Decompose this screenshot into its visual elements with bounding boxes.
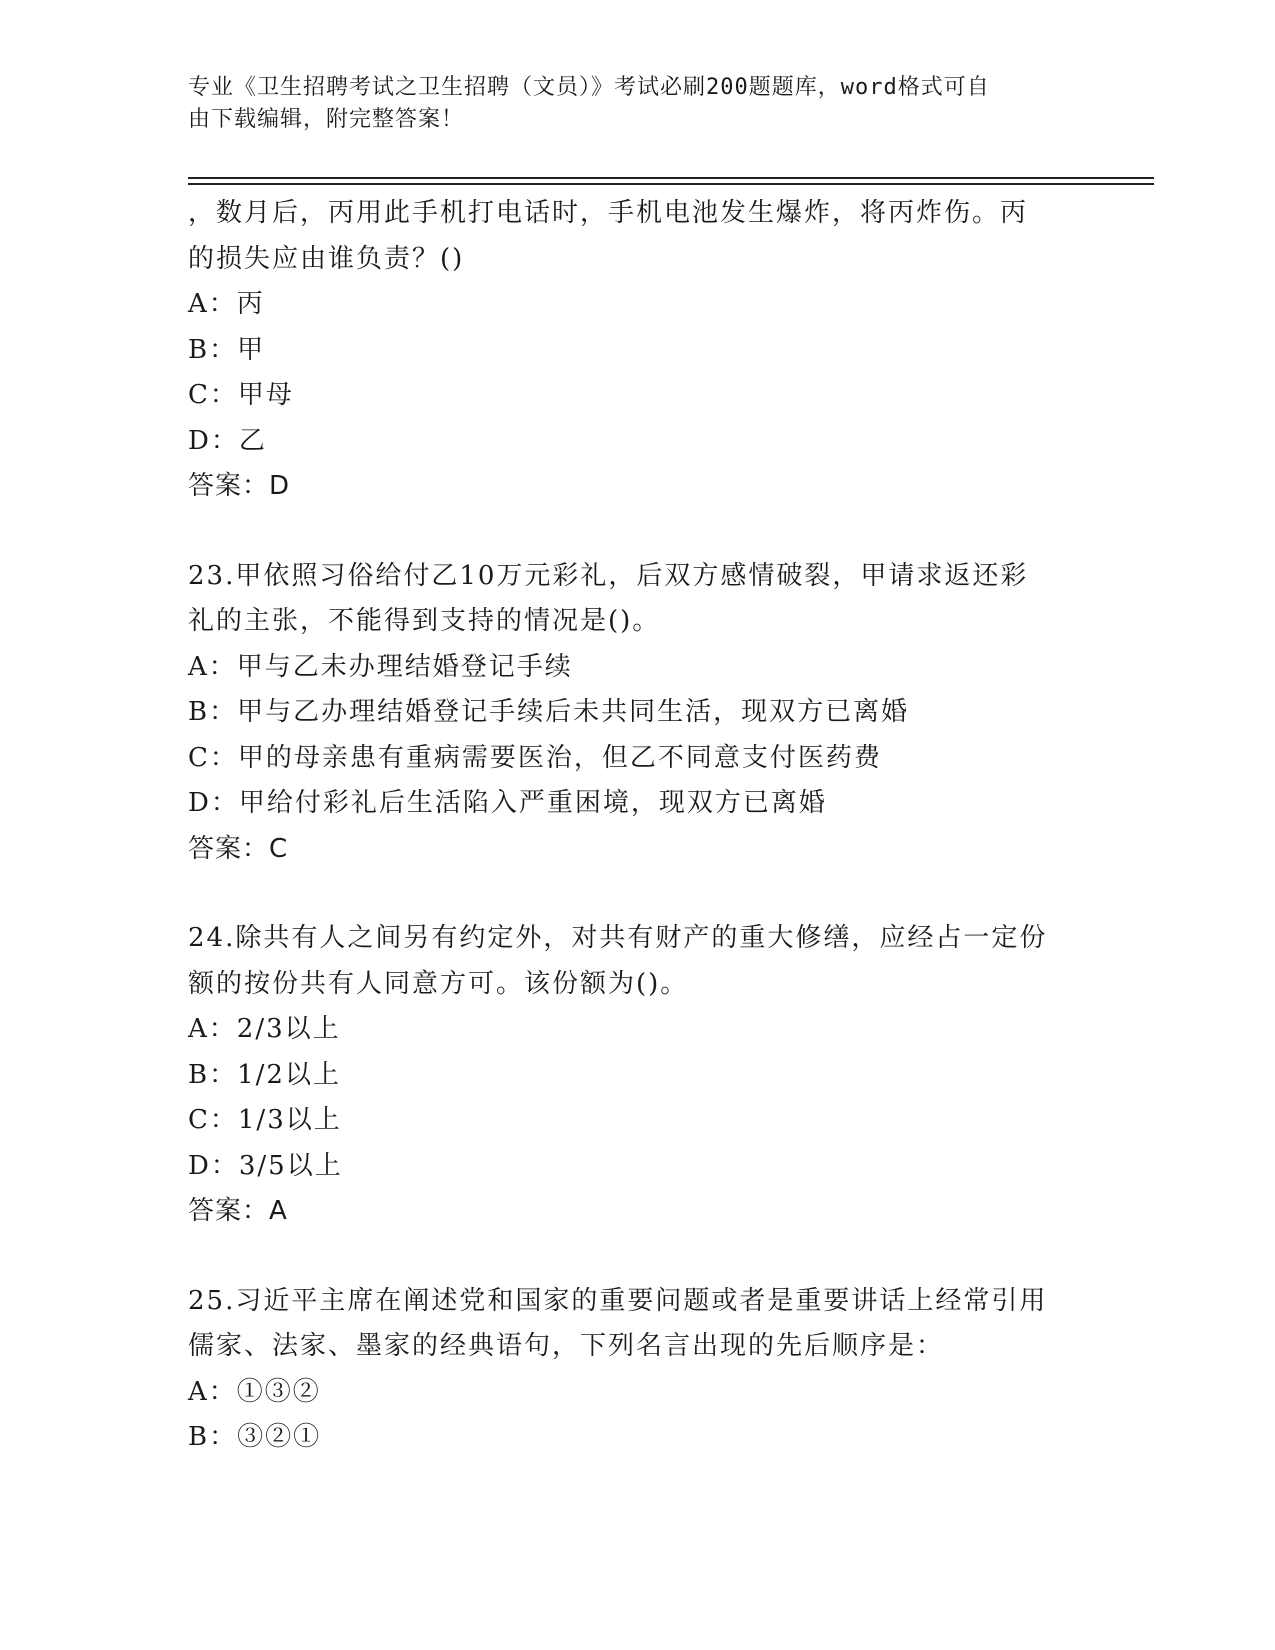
option-b: B：1/2以上 (188, 1059, 341, 1090)
answer-line: 答案：A (188, 1196, 288, 1226)
answer-line: 答案：C (188, 833, 289, 864)
spacer (188, 510, 1088, 554)
question-24 (188, 916, 1088, 1235)
option-a: A：2/3以上 (188, 1014, 341, 1044)
header-line-1: 专业《卫生招聘考试之卫生招聘（文员）》考试必刷200题题库，word格式可自 (188, 75, 990, 100)
question-25 (188, 1279, 1088, 1461)
option-a: A：①③② (188, 1376, 321, 1407)
option-c: C：甲母 (188, 380, 294, 410)
option-a: A：丙 (188, 289, 265, 319)
question-stem-line: 儒家、法家、墨家的经典语句，下列名言出现的先后顺序是： (188, 1331, 945, 1361)
option-d: D：3/5以上 (188, 1150, 343, 1181)
question-stem-line: 24.除共有人之间另有约定外，对共有财产的重大修缮，应经占一定份 (188, 923, 1048, 953)
option-b: B：③②① (188, 1422, 322, 1452)
answer-line: 答案：D (188, 471, 291, 501)
question-stem-line: 25.习近平主席在阐述党和国家的重要问题或者是重要讲话上经常引用 (188, 1285, 1048, 1316)
spacer (188, 872, 1088, 916)
spacer (188, 1235, 1088, 1279)
option-b: B：甲与乙办理结婚登记手续后未共同生活，现双方已离婚 (188, 697, 910, 727)
question-23 (188, 554, 1088, 873)
question-stem-line: 礼的主张，不能得到支持的情况是()。 (188, 606, 661, 636)
option-d: D：甲给付彩礼后生活陷入严重困境，现双方已离婚 (188, 788, 827, 818)
question-list (188, 191, 1088, 1461)
header-line-2: 由下载编辑，附完整答案！ (188, 107, 465, 132)
question-stem-line: 23.甲依照习俗给付乙10万元彩礼，后双方感情破裂，甲请求返还彩 (188, 560, 1029, 591)
question-stem-line: 的损失应由谁负责？() (188, 243, 465, 274)
question-stem-line: 额的按份共有人同意方可。该份额为()。 (188, 968, 689, 999)
document-header (188, 72, 1088, 136)
header-divider-top (188, 177, 1154, 179)
option-c: C：1/3以上 (188, 1105, 342, 1135)
option-b: B：甲 (188, 334, 266, 365)
option-c: C：甲的母亲患有重病需要医治，但乙不同意支付医药费 (188, 742, 882, 773)
question-stem-line: ，数月后，丙用此手机打电话时，手机电池发生爆炸，将丙炸伤。丙 (188, 198, 1029, 228)
option-d: D：乙 (188, 425, 267, 456)
option-a: A：甲与乙未办理结婚登记手续 (188, 651, 573, 682)
header-divider-bottom (188, 183, 1154, 185)
question-22 (188, 191, 1088, 510)
